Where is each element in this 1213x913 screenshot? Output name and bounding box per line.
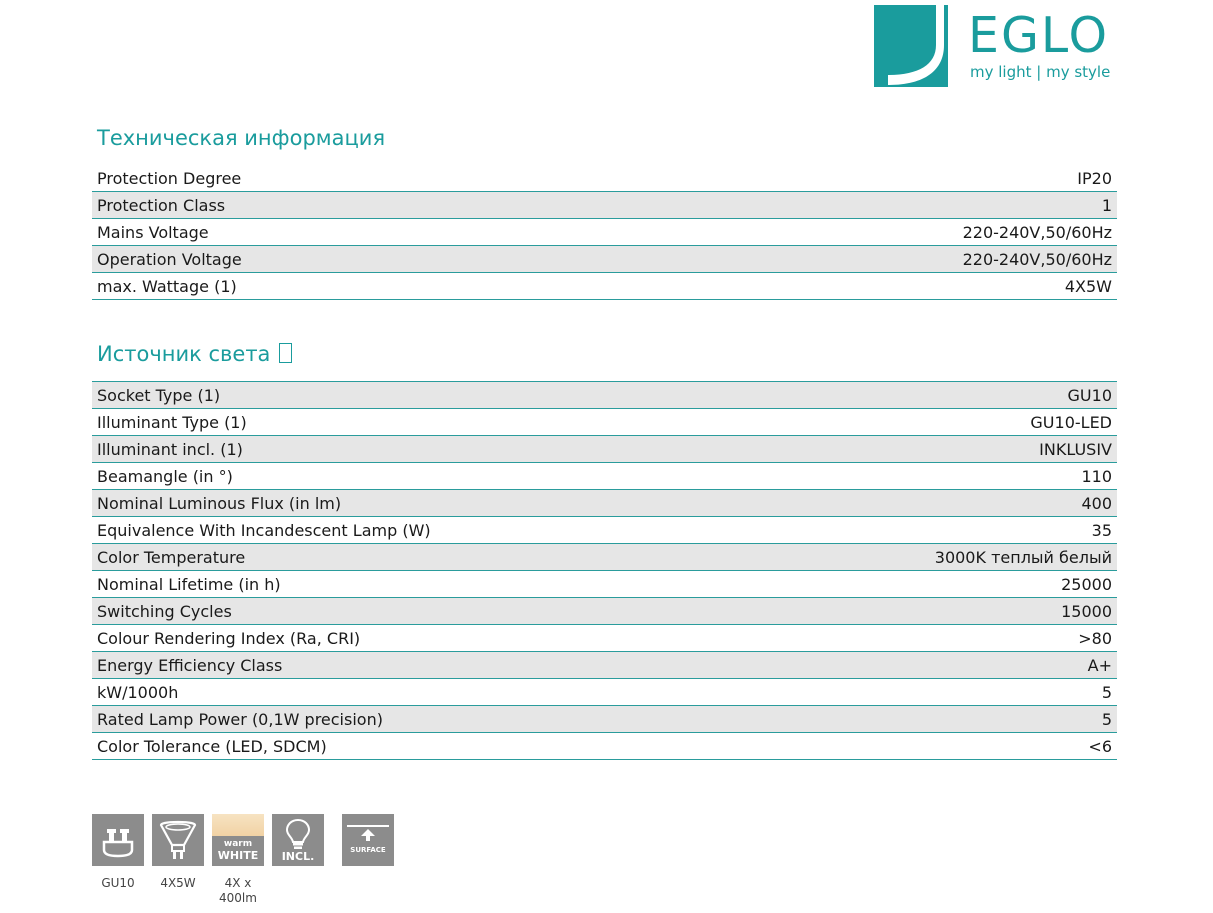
row-label: Protection Degree bbox=[97, 168, 242, 188]
table-row bbox=[92, 165, 1117, 192]
row-label: Rated Lamp Power (0,1W precision) bbox=[97, 709, 383, 729]
eglo-logo-mark-icon bbox=[874, 5, 956, 87]
row-label: Nominal Lifetime (in h) bbox=[97, 574, 281, 594]
table-row bbox=[92, 192, 1117, 219]
brand-tagline: my light | my style bbox=[970, 63, 1111, 81]
row-label: Energy Efficiency Class bbox=[97, 655, 283, 675]
table-row bbox=[92, 490, 1117, 517]
table-row bbox=[92, 571, 1117, 598]
table-row bbox=[92, 219, 1117, 246]
row-label: Protection Class bbox=[97, 195, 226, 215]
table-row bbox=[92, 598, 1117, 625]
socket-gu10-icon bbox=[92, 814, 144, 866]
eglo-logo bbox=[874, 5, 1124, 87]
section-title-technical: Техническая информация bbox=[97, 126, 386, 150]
row-label: Colour Rendering Index (Ra, CRI) bbox=[97, 628, 361, 648]
row-value: 5 bbox=[1101, 682, 1112, 702]
table-row bbox=[92, 733, 1117, 760]
section-title-light-source bbox=[97, 342, 292, 366]
table-row bbox=[92, 544, 1117, 571]
row-value: IP20 bbox=[1077, 168, 1112, 188]
row-value: A+ bbox=[1087, 655, 1112, 675]
socket-gu10-icon bbox=[98, 820, 138, 860]
table-row bbox=[92, 246, 1117, 273]
bulb-reflector-icon bbox=[158, 819, 198, 861]
row-label: Mains Voltage bbox=[97, 222, 209, 242]
row-label: Color Tolerance (LED, SDCM) bbox=[97, 736, 327, 756]
row-label: Color Temperature bbox=[97, 547, 246, 567]
icon-caption: GU10 bbox=[101, 876, 135, 890]
row-value: 1 bbox=[1101, 195, 1112, 215]
row-value: 15000 bbox=[1061, 601, 1112, 621]
table-row bbox=[92, 409, 1117, 436]
warm-white-icon bbox=[212, 814, 264, 866]
table-row bbox=[92, 436, 1117, 463]
surface-label: SURFACE bbox=[350, 846, 386, 854]
table-row bbox=[92, 652, 1117, 679]
row-value: <6 bbox=[1088, 736, 1112, 756]
row-label: Illuminant Type (1) bbox=[97, 412, 247, 432]
table-row bbox=[92, 273, 1117, 300]
row-value: 25000 bbox=[1061, 574, 1112, 594]
icon-caption: 4X5W bbox=[160, 876, 196, 890]
table-row bbox=[92, 517, 1117, 544]
white-label: WHITE bbox=[217, 849, 259, 862]
row-value: 3000K теплый белый bbox=[934, 547, 1112, 567]
table-row bbox=[92, 382, 1117, 409]
surface-mount-icon bbox=[342, 814, 394, 866]
row-value: GU10-LED bbox=[1030, 412, 1112, 432]
row-label: max. Wattage (1) bbox=[97, 276, 237, 296]
row-label: Beamangle (in °) bbox=[97, 466, 233, 486]
bulb-icon bbox=[285, 818, 311, 850]
light-source-table bbox=[92, 381, 1117, 760]
row-label: Equivalence With Incandescent Lamp (W) bbox=[97, 520, 431, 540]
warm-gradient bbox=[212, 814, 264, 836]
row-value: INKLUSIV bbox=[1039, 439, 1112, 459]
technical-info-table bbox=[92, 165, 1117, 300]
surface-line bbox=[347, 825, 389, 827]
row-value: >80 bbox=[1078, 628, 1112, 648]
missing-glyph-icon bbox=[279, 343, 292, 363]
table-row bbox=[92, 625, 1117, 652]
row-value: 220-240V,50/60Hz bbox=[962, 222, 1112, 242]
row-label: Switching Cycles bbox=[97, 601, 232, 621]
table-row bbox=[92, 706, 1117, 733]
row-value: 4X5W bbox=[1064, 276, 1112, 296]
row-label: Socket Type (1) bbox=[97, 385, 221, 405]
row-label: Operation Voltage bbox=[97, 249, 242, 269]
row-value: 5 bbox=[1101, 709, 1112, 729]
warm-label: warm bbox=[223, 839, 253, 849]
icon-caption: 4X x 400lm bbox=[219, 876, 257, 905]
section-title-text: Источник света bbox=[97, 342, 278, 366]
arrow-up-icon bbox=[360, 828, 376, 842]
bulb-reflector-icon bbox=[152, 814, 204, 866]
row-label: kW/1000h bbox=[97, 682, 179, 702]
row-value: 400 bbox=[1081, 493, 1112, 513]
brand-name: EGLO bbox=[968, 7, 1110, 64]
incl-label: INCL. bbox=[281, 849, 315, 863]
row-label: Illuminant incl. (1) bbox=[97, 439, 243, 459]
row-value: GU10 bbox=[1067, 385, 1112, 405]
row-value: 35 bbox=[1091, 520, 1112, 540]
row-value: 220-240V,50/60Hz bbox=[962, 249, 1112, 269]
row-label: Nominal Luminous Flux (in lm) bbox=[97, 493, 342, 513]
bulb-included-icon bbox=[272, 814, 324, 866]
table-row bbox=[92, 463, 1117, 490]
table-row bbox=[92, 679, 1117, 706]
row-value: 110 bbox=[1081, 466, 1112, 486]
